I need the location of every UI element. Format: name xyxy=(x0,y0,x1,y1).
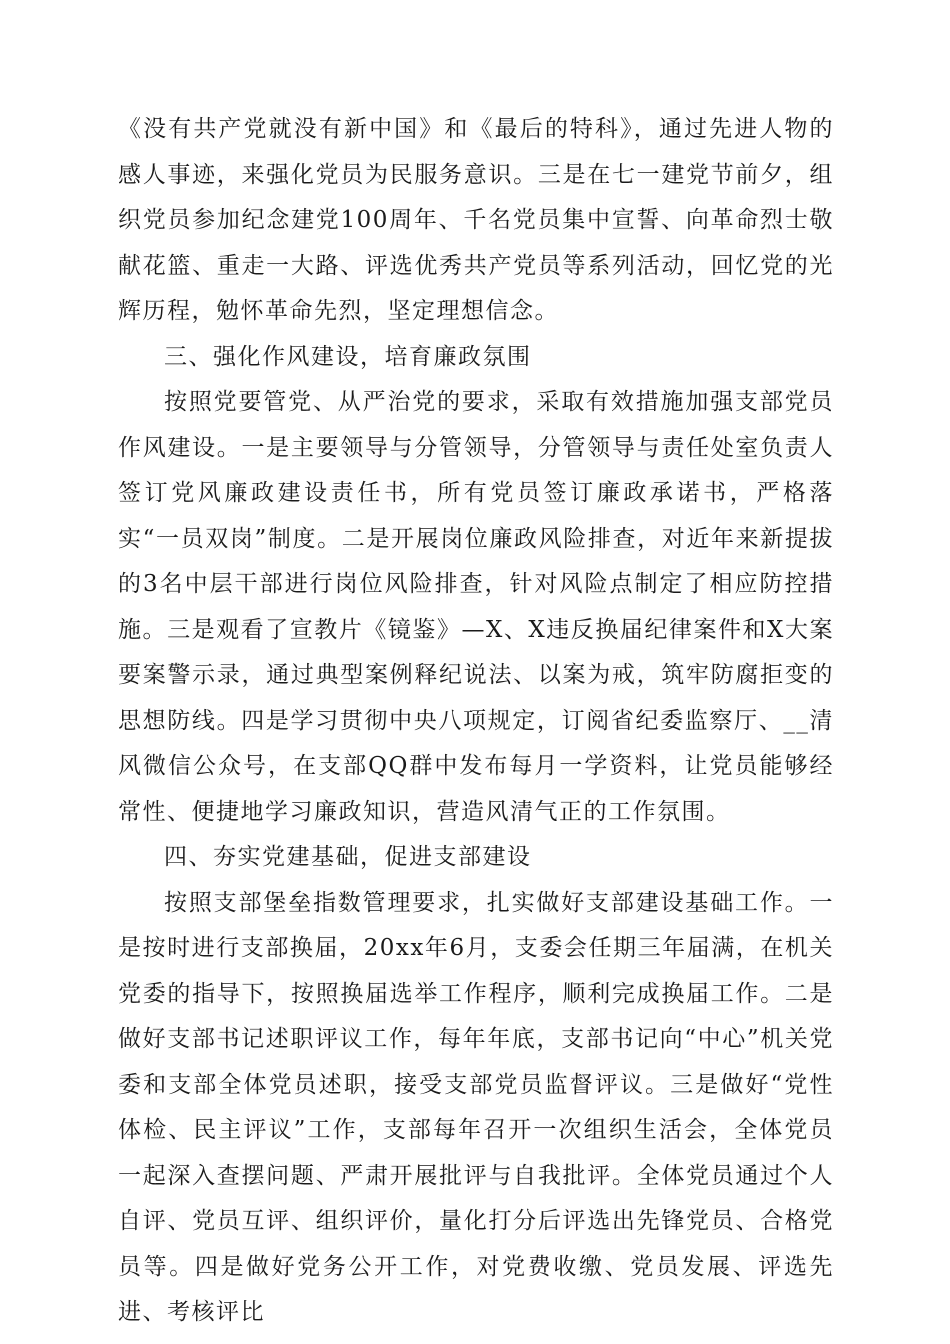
body-paragraph: 《没有共产党就没有新中国》和《最后的特科》，通过先进人物的感人事迹，来强化党员为民服务意识。三是在七一建党节前夕，组织党员参加纪念建党100周年、千名党员集中宣誓、向革命烈士敬献花篮、重走一大路、评选优秀共产党员等系列活动，回忆党的光辉历程，勉怀革命先烈，坚定理想信念。 xyxy=(118,116,834,324)
section-heading: 四、夯实党建基础，促进支部建设 xyxy=(164,844,532,870)
body-paragraph: 按照支部堡垒指数管理要求，扎实做好支部建设基础工作。一是按时进行支部换届，20xx年6月，支委会任期三年届满，在机关党委的指导下，按照换届选举工作程序，顺利完成换届工作。二是做好支部书记述职评议工作，每年年底，支部书记向“中心”机关党委和支部全体党员述职，接受支部党员监督评议。三是做好“党性体检、民主评议”工作，支部每年召开一次组织生活会，全体党员一起深入查摆问题、严肃开展批评与自我批评。全体党员通过个人自评、党员互评、组织评价，量化打分后评选出先锋党员、合格党员等。四是做好党务公开工作，对党费收缴、党员发展、评选先进、考核评比 xyxy=(118,889,834,1325)
section-heading: 三、强化作风建设，培育廉政氛围 xyxy=(164,343,532,370)
body-paragraph: 按照党要管党、从严治党的要求，采取有效措施加强支部党员作风建设。一是主要领导与分管领导，分管领导与责任处室负责人签订党风廉政建设责任书，所有党员签订廉政承诺书，严格落实“一员双岗”制度。二是开展岗位廉政风险排查，对近年来新提拔的3名中层干部进行岗位风险排查，针对风险点制定了相应防控措施。三是观看了宣教片《镜鉴》—X、X违反换届纪律案件和X大案要案警示录，通过典型案例释纪说法、以案为戒，筑牢防腐拒变的思想防线。四是学习贯彻中央八项规定，订阅省纪委监察厅、__清风微信公众号，在支部QQ群中发布每月一学资料，让党员能够经常性、便捷地学习廉政知识，营造风清气正的工作氛围。 xyxy=(118,389,834,825)
document-page xyxy=(118,107,834,1336)
